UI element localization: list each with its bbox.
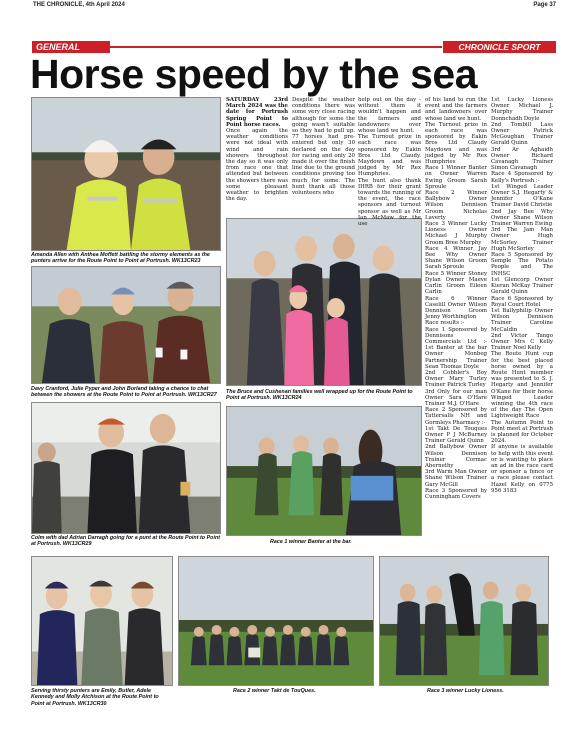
- photo-colm-adrian: [31, 402, 221, 534]
- photo-race1-winner: [226, 406, 422, 536]
- photo-amanda-anthea: [31, 97, 221, 251]
- section-divider: [110, 46, 442, 48]
- article-column-5: 1st Lucky Lioness Owner Michael J. Murphy Trainer Donnchadh Doyle 2nd Tombill Lass Owner Patrick McGoughan Trainer Gerald Quinn 3rd Ar Aghaidh Owner Richard Cavanagh Trainer Simon Cavanagh Race 4 Sponsored by Kelly's Portrush :- 1st Winged Leader Owner S.J. Hegarty & Jennifer O'Kane Trainer David Christie 2nd Jay Bee Why Owner Shane Wilson Trainer Warren Ewing 3rd The Jam Man Owner Hugh McSorley Trainer Hugh McSorley Race 5 Sponsored by Semple The Potato People and The INHSC 1st Glencorp Owner Kieran McKay Trainer Gerald Quinn Race 6 Sponsored by Royal Court Hotel 1st Ballyphilip Owner Wilson Dennison Trainer Caroline McCaldin 2nd Victor Tango Owner Mrs C Kelly Trainer Noel Kelly The Route Hunt cup for the best placed horse owned by a Route Hunt member was presented to S. J. Hegarty and Jennifer O'Kane for their horse Winged Leader winning the 4th race of the day The Open Lightweight Race The Autumn Point to Point meet at Portrush is planned for October 2024. If anyone is available to help with this event or is wanting to place an ad in the race card or sponsor a fence or a race please contact Hazel Kelly on 0775 956 3183: [491, 97, 553, 494]
- caption-photo-1: Amanda Allen with Anthea Moffett battling the stormy elements as the punters arrive for the Route Point to Point at Portrush. WK13CR23: [31, 252, 210, 265]
- photo-race2-winner: [178, 556, 374, 686]
- caption-photo-6: Serving thirsty punters are Emily, Butler, Adele Kennedy and Molly Atchison at the Route Point to Point at Portrush. WK13CR30: [31, 688, 159, 707]
- photo-race3-winner: [379, 556, 549, 686]
- caption-photo-4: Colm with dad Adrian Darragh going for a punt at the Route Point to Point at Portrush. WK13CR29: [31, 535, 221, 548]
- article-column-2: [292, 97, 355, 196]
- caption-photo-5: Race 1 winner Banter at the bar.: [270, 539, 352, 545]
- article-col1-body: Once again the weather conditions were not ideal with wind and rain showers throughout the day so it was only from race one that attended but between the showers there was some pleasant weather to brighten the day.: [226, 128, 288, 203]
- publication-date: THE CHRONICLE, 4th April 2024: [33, 2, 125, 8]
- photo-davy-julie-john: [31, 266, 221, 384]
- caption-photo-3: The Bruce and Cushenan families well wrapped up for the Route Point to Point at Portrush. WK13CR24: [226, 389, 413, 402]
- photo-serving-punters: [31, 556, 173, 686]
- caption-photo-8: Race 3 winner Lucky Lioness.: [427, 688, 504, 694]
- article-col2-text: Despite the weather conditions there was some very close racing although for some the going wasn't suitable so they had to pull up. 77 horses had pre-entered but only 30 declared on the day for racing and only 20 made it over the finish line due to the ground conditions proving too much for some. The hunt thank all those volunteers who: [292, 97, 355, 197]
- caption-photo-2: Davy Cranford, Julie Pyper and John Borland taking a chance to chat between the showers at the Route Point to Point at Portrush. WK13CR27: [31, 386, 217, 399]
- article-column-1: [226, 97, 288, 202]
- article-column-4: of his land to run the event and the farmers and landowners over whose land we hunt. The Turnout prize in each race was sponsored by Eakin Bros Ltd Claudy Maydown and was judged by Mr Rex Humphries Race 1 Winner Banter on Owner Warren Ewing Groom Sarah Sproule Race 2 Winner Ballybow Owner Wilson Dennison Groom Nicholas Laverty Race 3 Winner Lucky Lioness Owner Michael J Murphy Groom Bree Murphy Race 4 Winner Jay Bee Why Owner Shane Wilson Groom Sarah Sproule Race 5 Winner Stoney Dylan Owner Maeve Carlin Groom Eileen Carlin Race 6 Winner Caselill Owner Wilson Dennison Groom Jenny Worthington Race results :- Race 1 Sponsored by Dennisons Commercials Ltd :- 1st Banter at the bar Owner Monbeg Partnership Trainer Sean Thomas Doyle 2nd Cobbler's Boy Owner Mary Turley Trainer Patrick Turley 3rd Only for our man Owner Sara O'Hare Trainer M.J. O'Hare Race 2 Sponsored by Tattersalls NH and Gormleys Pharmacy :- 1st Takt De Touques Owner P J McBurney Trainer Gerald Quinn 2nd Ballybow Owner Wilson Dennison Trainer Cormac Abernethy 3rd Warm Man Owner Shane Wilson Trainer Gary McGill Race 3 Sponsored by Cunningham Covers: [425, 97, 487, 500]
- section-label: GENERAL: [32, 41, 110, 53]
- brand-label: CHRONICLE SPORT: [443, 41, 556, 53]
- caption-photo-7: Race 2 winner Takt de TouQues.: [233, 688, 316, 694]
- headline: Horse speed by the sea: [30, 51, 478, 97]
- article-column-3: help out on the day - without them it wouldn't happen and the farmers and landowners over whose land we hunt. The Turnout prize in each race was sponsored by Eakin Bros Ltd Claudy. Maydown and was judged by Mr Rex Humphries. The hunt also thank IHRB for their grant towards the running of the event, the race sponsors and turnout sponsor as well as Mr Ian McMaw for the use: [358, 97, 421, 228]
- photo-bruce-cushenan-families: [226, 218, 422, 386]
- article-lead: SATURDAY 23rd March 2024 was the date for Portrush Spring Point to Point horse races.: [226, 97, 288, 128]
- page-number: Page 37: [533, 2, 556, 8]
